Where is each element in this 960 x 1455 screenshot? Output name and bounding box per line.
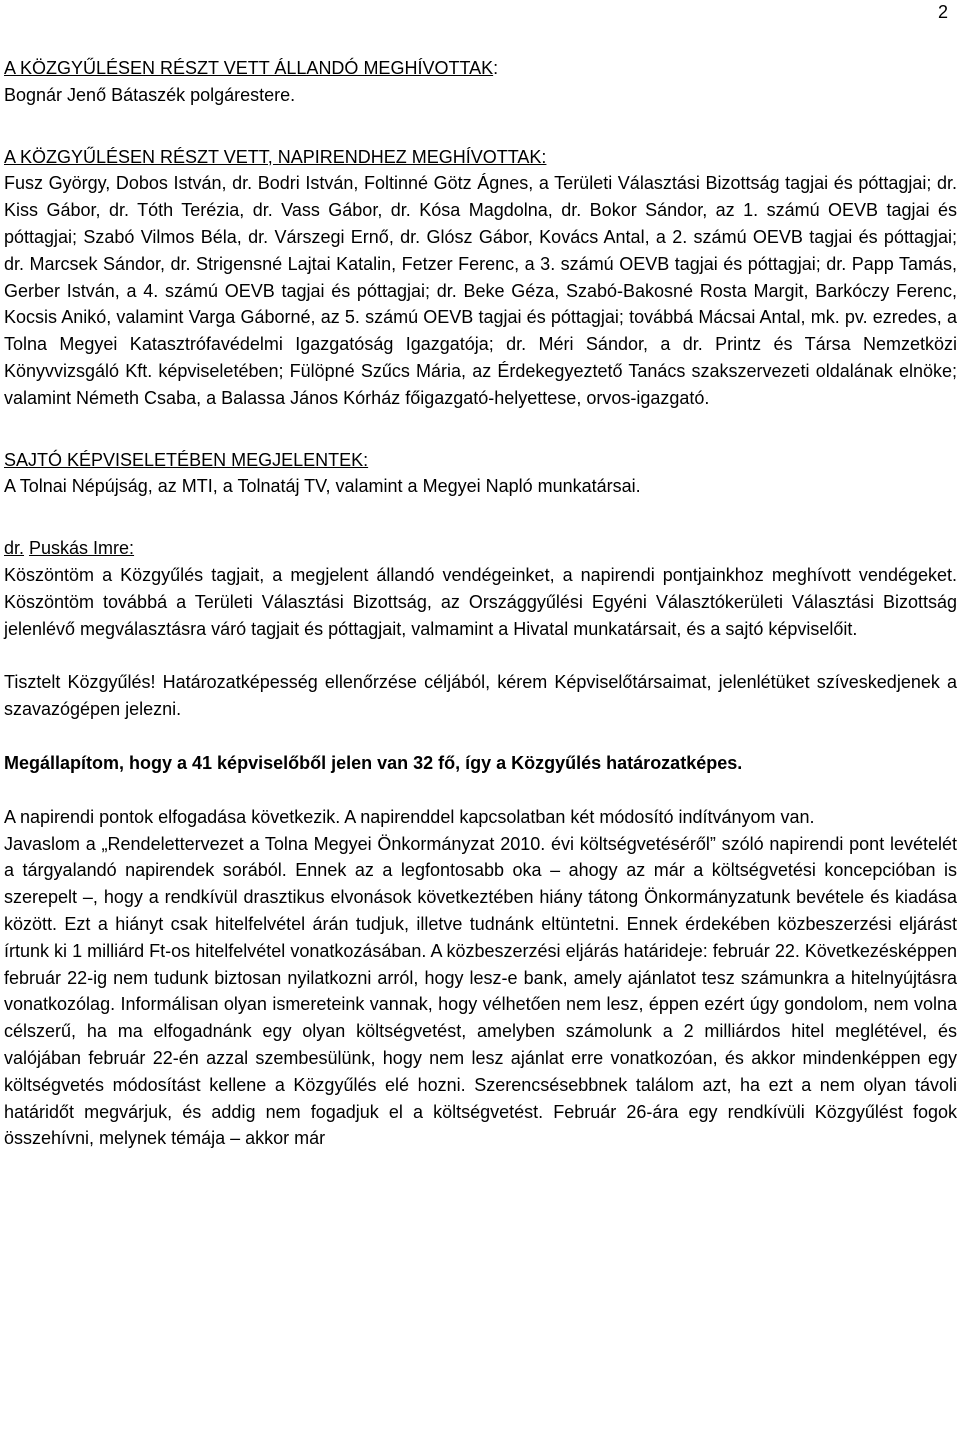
agenda-invited-heading: A KÖZGYŰLÉSEN RÉSZT VETT, NAPIRENDHEZ MEGHÍVOTTAK: [4, 146, 547, 167]
quorum-statement: Megállapítom, hogy a 41 képviselőből jelen van 32 fő, így a Közgyűlés határozatképes. [4, 752, 743, 773]
speaker-name: Puskás Imre: [29, 538, 135, 559]
speech-paragraph-5: Javaslom a „Rendelettervezet a Tolna Megyei Önkormányzat 2010. évi költségvetéséről” szóló napirendi pont levételét a tárgyalandó napirendek sorából. Ennek az a legfontosabb oka – ahogy az már a költségvetési koncepcióban is szerepelt –, hogy a rendkívül drasztikus elvonások következtében hiány tátong Önkormányzatunk bevétele és kiadása között. Ezt a hiányt csak hitelfelvétel árán tudjuk, illetve tudnánk eltüntetni. Ennek érdekében közbeszerzési eljárást írtunk ki 1 milliárd Ft-os hitelfelvétel vonatkozásában. A közbeszerzési eljárás határideje: február 22. Következésképpen február 22-ig nem tudunk biztosan nyilatkozni arról, hogy lesz-e bank, amely ajánlatot tesz számunkra a hitelnyújtásra vonatkozólag. Informálisan olyan ismereteink vannak, hogy vélhetően nem lesz, éppen ezért úgy gondolom, nem volna célszerű, ha ma elfogadnánk egy olyan költségvetést, amelyben számolunk a 2 milliárdos hitel meglétével, és valójában február 22-én azzal szembesülünk, hogy nem lesz ajánlat erre vonatkozóan, és akkor mindenképpen egy költségvetés módosítást kellene a Közgyűlés elé hozni. Szerencsésebbnek találom azt, ha ezt a nem olyan távoli határidőt megvárjuk, és addig nem fogadjuk el a költségvetést. Február 26-ára egy rendkívüli Közgyűlést fogok összehívni, melynek témája – akkor már [4, 833, 957, 1149]
press-heading: SAJTÓ KÉPVISELETÉBEN MEGJELENTEK: [4, 449, 369, 470]
page-number: 2 [937, 2, 948, 22]
speaker-line [4, 535, 957, 562]
speaker-prefix: dr. [4, 538, 25, 559]
invited-heading-colon: : [493, 58, 499, 78]
speech-paragraph-2: Tisztelt Közgyűlés! Határozatképesség ellenőrzése céljából, kérem Képviselőtársaimat, jelenlétüket szíveskedjenek a szavazógépen jelezni. [4, 672, 957, 720]
speech-paragraph-1: Köszöntöm a Közgyűlés tagjait, a megjelent állandó vendégeinket, a napirendi pontjainkhoz meghívott vendégeket. Köszöntöm továbbá a Területi Választási Bizottság, az Országgyűlési Egyéni Választókerületi Választási Bizottság jelenlévő megválasztásra váró tagjait és póttagjait, valmamint a Hivatal munkatársait, és a sajtó képviselőit. [4, 564, 957, 639]
invited-heading-line [4, 55, 957, 82]
invited-text: Bognár Jenő Bátaszék polgárestere. [4, 84, 296, 105]
speech-paragraph-4: A napirendi pontok elfogadása következik. A napirenddel kapcsolatban két módosító indítványom van. [4, 806, 815, 827]
press-text: A Tolnai Népújság, az MTI, a Tolnatáj TV, valamint a Megyei Napló munkatársai. [4, 476, 641, 497]
invited-heading: A KÖZGYŰLÉSEN RÉSZT VETT ÁLLANDÓ MEGHÍVOTTAK [4, 58, 494, 78]
document-page [4, 0, 957, 1152]
agenda-invited-text: Fusz György, Dobos István, dr. Bodri István, Foltinné Götz Ágnes, a Területi Választási Bizottság tagjai és póttagjai; dr. Kiss Gábor, dr. Tóth Terézia, dr. Vass Gábor, dr. Kósa Magdolna, dr. Bokor Sándor, az 1. számú OEVB tagjai és póttagjai; Szabó Vilmos Béla, dr. Várszegi Ernő, dr. Glósz Gábor, Kovács Antal, a 2. számú OEVB tagjai és póttagjai; dr. Marcsek Sándor, dr. Strigensné Lajtai Katalin, Fetzer Ferenc, a 3. számú OEVB tagjai és póttagjai; dr. Papp Tamás, Gerber István, a 4. számú OEVB tagjai és póttagjai; dr. Beke Géza, Szabó-Bakosné Rosta Margit, Barkóczy Ferenc, Kocsis Anikó, valamint Varga Gáborné, az 5. számú OEVB tagjai és póttagjai; továbbá Mácsai Antal, mk. pv. ezredes, a Tolna Megyei Katasztrófavédelmi Igazgatóság Igazgatója; dr. Méri Sándor, a dr. Printz és Társa Nemzetközi Könyvvizsgáló Kft. képviseletében; Fülöpné Szűcs Mária, az Érdekegyeztető Tanács szakszervezeti oldalának elnöke; valamint Németh Csaba, a Balassa János Kórház főigazgató-helyettese, orvos-igazgató. [4, 173, 957, 408]
